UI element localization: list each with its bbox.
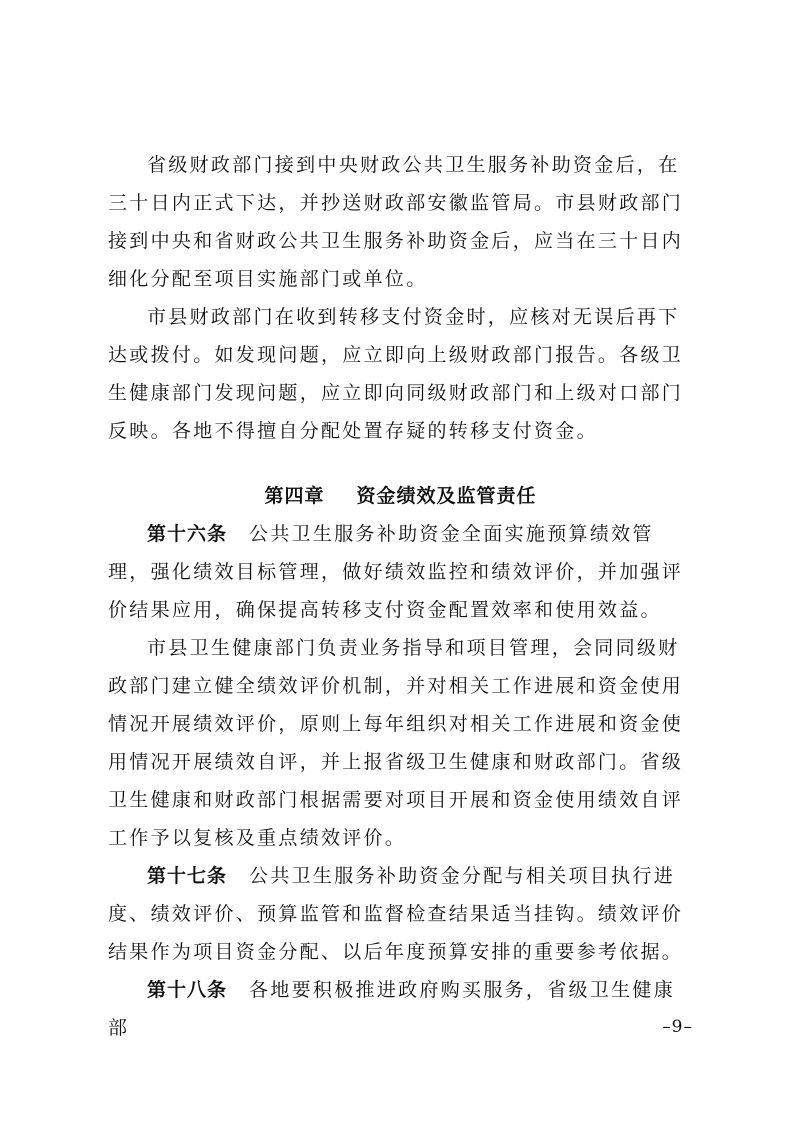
article-18-label: 第十八条 [147,979,228,1001]
article-18-text: 各地要积极推进政府购买服务，省级卫生健康部 [108,979,676,1039]
page-number: –9– [662,1017,693,1037]
chapter-title: 资金绩效及监管责任 [356,485,537,507]
chapter-number: 第四章 [264,485,325,507]
article-16-text: 公共卫生服务补助资金全面实施预算绩效管理，强化绩效目标管理，做好绩效监控和绩效评价，并加强评价结果应用，确保提高转移支付资金配置效率和使用效益。 [108,523,684,621]
paragraph-performance-evaluation: 市县卫生健康部门负责业务指导和项目管理，会同同级财政部门建立健全绩效评价机制，并对相关工作进展和资金使用情况开展绩效评价，原则上每年组织对相关工作进展和资金使用情况开展绩效自评，并上报省级卫生健康和财政部门。省级卫生健康和财政部门根据需要对项目开展和资金使用绩效自评工作予以复核及重点绩效评价。 [108,637,684,849]
article-17-text: 公共卫生服务补助资金分配与相关项目执行进度、绩效评价、预算监管和监督检查结果适当挂钩。绩效评价结果作为项目资金分配、以后年度预算安排的重要参考依据。 [108,865,684,963]
paragraph-fund-distribution: 省级财政部门接到中央财政公共卫生服务补助资金后，在三十日内正式下达，并抄送财政部安徽监管局。市县财政部门接到中央和省财政公共卫生服务补助资金后，应当在三十日内细化分配至项目实施部门或单位。 [108,154,684,290]
chapter-heading [108,477,693,515]
document-body [108,146,693,1047]
article-16 [108,515,693,629]
article-16-label: 第十六条 [147,523,228,545]
paragraph-fund-verification: 市县财政部门在收到转移支付资金时，应核对无误后再下达或拨付。如发现问题，应立即向上级财政部门报告。各级卫生健康部门发现问题，应立即向同级财政部门和上级对口部门反映。各地不得擅自分配处置存疑的转移支付资金。 [108,306,684,442]
article-17 [108,857,693,971]
article-18 [108,971,693,1047]
article-17-label: 第十七条 [147,865,228,887]
